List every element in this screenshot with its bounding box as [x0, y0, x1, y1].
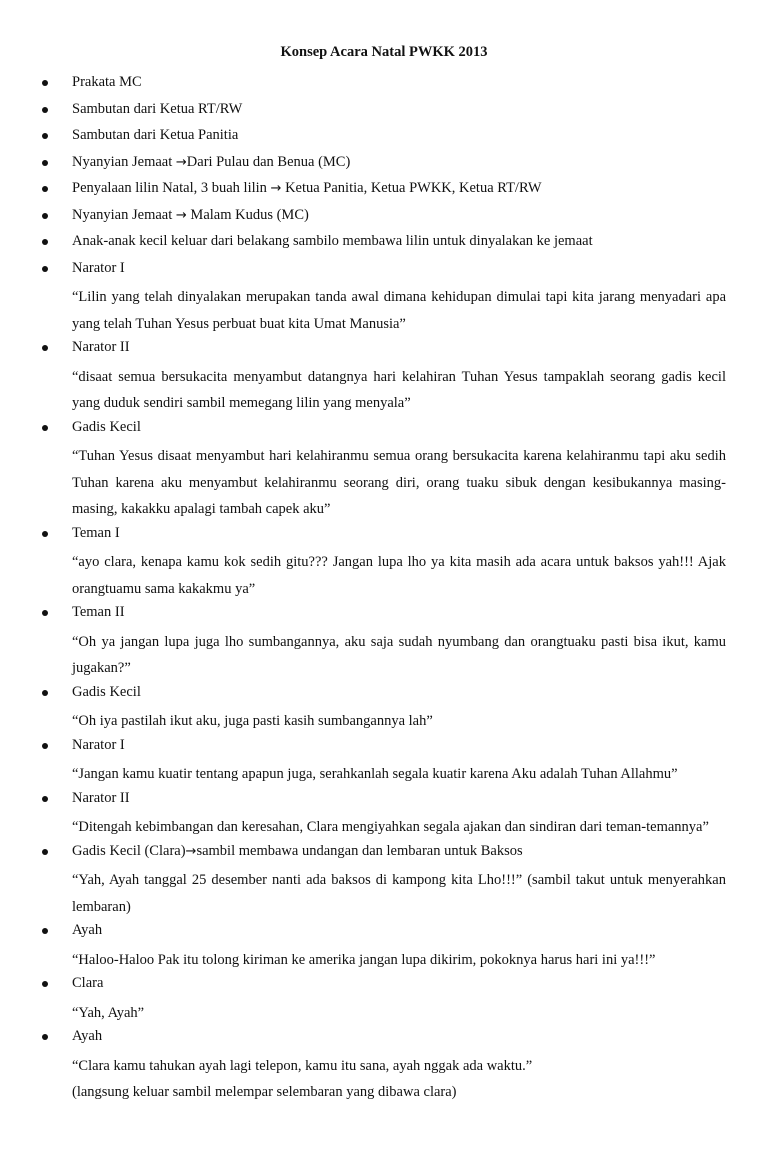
list-item [0, 178, 768, 205]
bullet-icon [42, 531, 48, 537]
stage-direction: (langsung keluar sambil melempar selembaran yang dibawa clara) [72, 1084, 457, 1100]
item-heading-part: Malam Kudus (MC) [186, 206, 309, 223]
item-heading-part: Ketua Panitia, Ketua PWKK, Ketua RT/RW [281, 180, 542, 196]
dialogue-text: “Oh iya pastilah ikut aku, juga pasti kasih sumbangannya lah” [72, 713, 433, 729]
dialogue-text: “Tuhan Yesus disaat menyambut hari kelahiranmu semua orang bersukacita karena kelahiranmu tapi aku sedih Tuhan karena aku menyambut kelahiranmu seorang diri, orang tuaku sibuk dengan kesibukannya masing-masing, kakakku apalagi tambah capek aku” [72, 448, 726, 517]
list-item [0, 1026, 768, 1106]
list-item [0, 523, 768, 603]
item-heading [72, 152, 726, 179]
bullet-icon [42, 981, 48, 987]
speaker-label: Ayah [72, 1028, 103, 1044]
list-item [0, 920, 768, 973]
item-heading: Anak-anak kecil keluar dari belakang sambilo membawa lilin untuk dinyalakan ke jemaat [72, 233, 593, 249]
bullet-icon [42, 133, 48, 139]
bullet-icon [42, 266, 48, 272]
speaker-label: Gadis Kecil [72, 418, 141, 435]
item-heading-part: Nyanyian Jemaat [72, 153, 176, 170]
list-item [0, 417, 768, 523]
bullet-icon [42, 160, 48, 166]
arrow-right-icon: → [175, 207, 187, 223]
dialogue-text: “Jangan kamu kuatir tentang apapun juga, serahkanlah segala kuatir karena Aku adalah Tuhan Allahmu” [72, 766, 678, 782]
bullet-icon [42, 213, 48, 219]
item-heading: Sambutan dari Ketua RT/RW [72, 100, 243, 117]
bullet-icon [42, 425, 48, 431]
bullet-icon [42, 743, 48, 749]
speaker-label: Narator II [72, 339, 130, 355]
list-item [0, 841, 768, 921]
dialogue-text: “disaat semua bersukacita menyambut datangnya hari kelahiran Tuhan Yesus tampaklah seorang gadis kecil yang duduk sendiri sambil memegang lilin yang menyala” [72, 368, 726, 411]
item-heading [72, 205, 726, 232]
arrow-right-icon: → [270, 181, 282, 196]
list-item [0, 231, 768, 258]
list-item [0, 72, 768, 99]
dialogue-text: “Clara kamu tahukan ayah lagi telepon, kamu itu sana, ayah nggak ada waktu.” [72, 1057, 533, 1074]
item-heading-part: Penyalaan lilin Natal, 3 buah lilin [72, 180, 271, 196]
bullet-icon [42, 186, 48, 192]
list-item [0, 152, 768, 179]
bullet-icon [42, 796, 48, 802]
document-title: Konsep Acara Natal PWKK 2013 [280, 44, 488, 60]
list-item [0, 205, 768, 232]
dialogue-text: “Ditengah kebimbangan dan keresahan, Clara mengiyahkan segala ajakan dan sindiran dari teman-temannya” [72, 819, 709, 835]
bullet-icon [42, 80, 48, 86]
item-heading-part: Gadis Kecil (Clara) [72, 842, 186, 859]
dialogue-text: “ayo clara, kenapa kamu kok sedih gitu??? Jangan lupa lho ya kita masih ada acara untuk baksos yah!!! Ajak orangtuamu sama kakakmu ya” [72, 554, 726, 597]
bullet-icon [42, 107, 48, 113]
item-heading-part: Dari Pulau dan Benua (MC) [186, 153, 351, 170]
list-item [0, 602, 768, 682]
item-heading: Sambutan dari Ketua Panitia [72, 127, 239, 143]
speaker-label: Clara [72, 975, 104, 991]
dialogue-text: “Haloo-Haloo Pak itu tolong kiriman ke amerika jangan lupa dikirim, pokoknya harus hari ini ya!!!” [72, 951, 656, 968]
bullet-icon [42, 239, 48, 245]
speaker-label: Gadis Kecil [72, 683, 141, 700]
speaker-label: Teman II [72, 604, 125, 620]
list-item [0, 125, 768, 152]
dialogue-text: “Oh ya jangan lupa juga lho sumbangannya, aku saja sudah nyumbang dan orangtuaku pasti bisa ikut, kamu jugakan?” [72, 633, 726, 676]
bullet-icon [42, 690, 48, 696]
bullet-icon [42, 928, 48, 934]
dialogue-text: “Yah, Ayah” [72, 1004, 145, 1021]
list-item [0, 337, 768, 417]
speaker-label: Narator I [72, 259, 125, 276]
dialogue-text: “Yah, Ayah tanggal 25 desember nanti ada baksos di kampong kita Lho!!!” (sambil takut untuk menyerahkan lembaran) [72, 872, 726, 915]
list-item [0, 735, 768, 788]
list-item [0, 682, 768, 735]
bullet-icon [42, 1034, 48, 1040]
list-item [0, 788, 768, 841]
arrow-right-icon: → [185, 843, 197, 859]
speaker-label: Ayah [72, 922, 103, 938]
speaker-label [72, 841, 726, 868]
bullet-icon [42, 610, 48, 616]
item-heading: Prakata MC [72, 74, 142, 90]
item-heading-part: Nyanyian Jemaat [72, 206, 176, 223]
list-item [0, 973, 768, 1026]
list-item [0, 258, 768, 338]
list-item [0, 99, 768, 126]
speaker-label: Narator I [72, 736, 125, 753]
dialogue-text: “Lilin yang telah dinyalakan merupakan tanda awal dimana kehidupan dimulai tapi kita jarang menyadari apa yang telah Tuhan Yesus perbuat buat kita Umat Manusia” [72, 289, 726, 332]
bullet-icon [42, 849, 48, 855]
bullet-icon [42, 345, 48, 351]
bullet-list [0, 72, 768, 1106]
speaker-label: Teman I [72, 524, 120, 541]
item-heading [72, 178, 726, 205]
item-heading-part: sambil membawa undangan dan lembaran untuk Baksos [196, 842, 523, 859]
arrow-right-icon: → [175, 154, 187, 170]
speaker-label: Narator II [72, 789, 130, 806]
